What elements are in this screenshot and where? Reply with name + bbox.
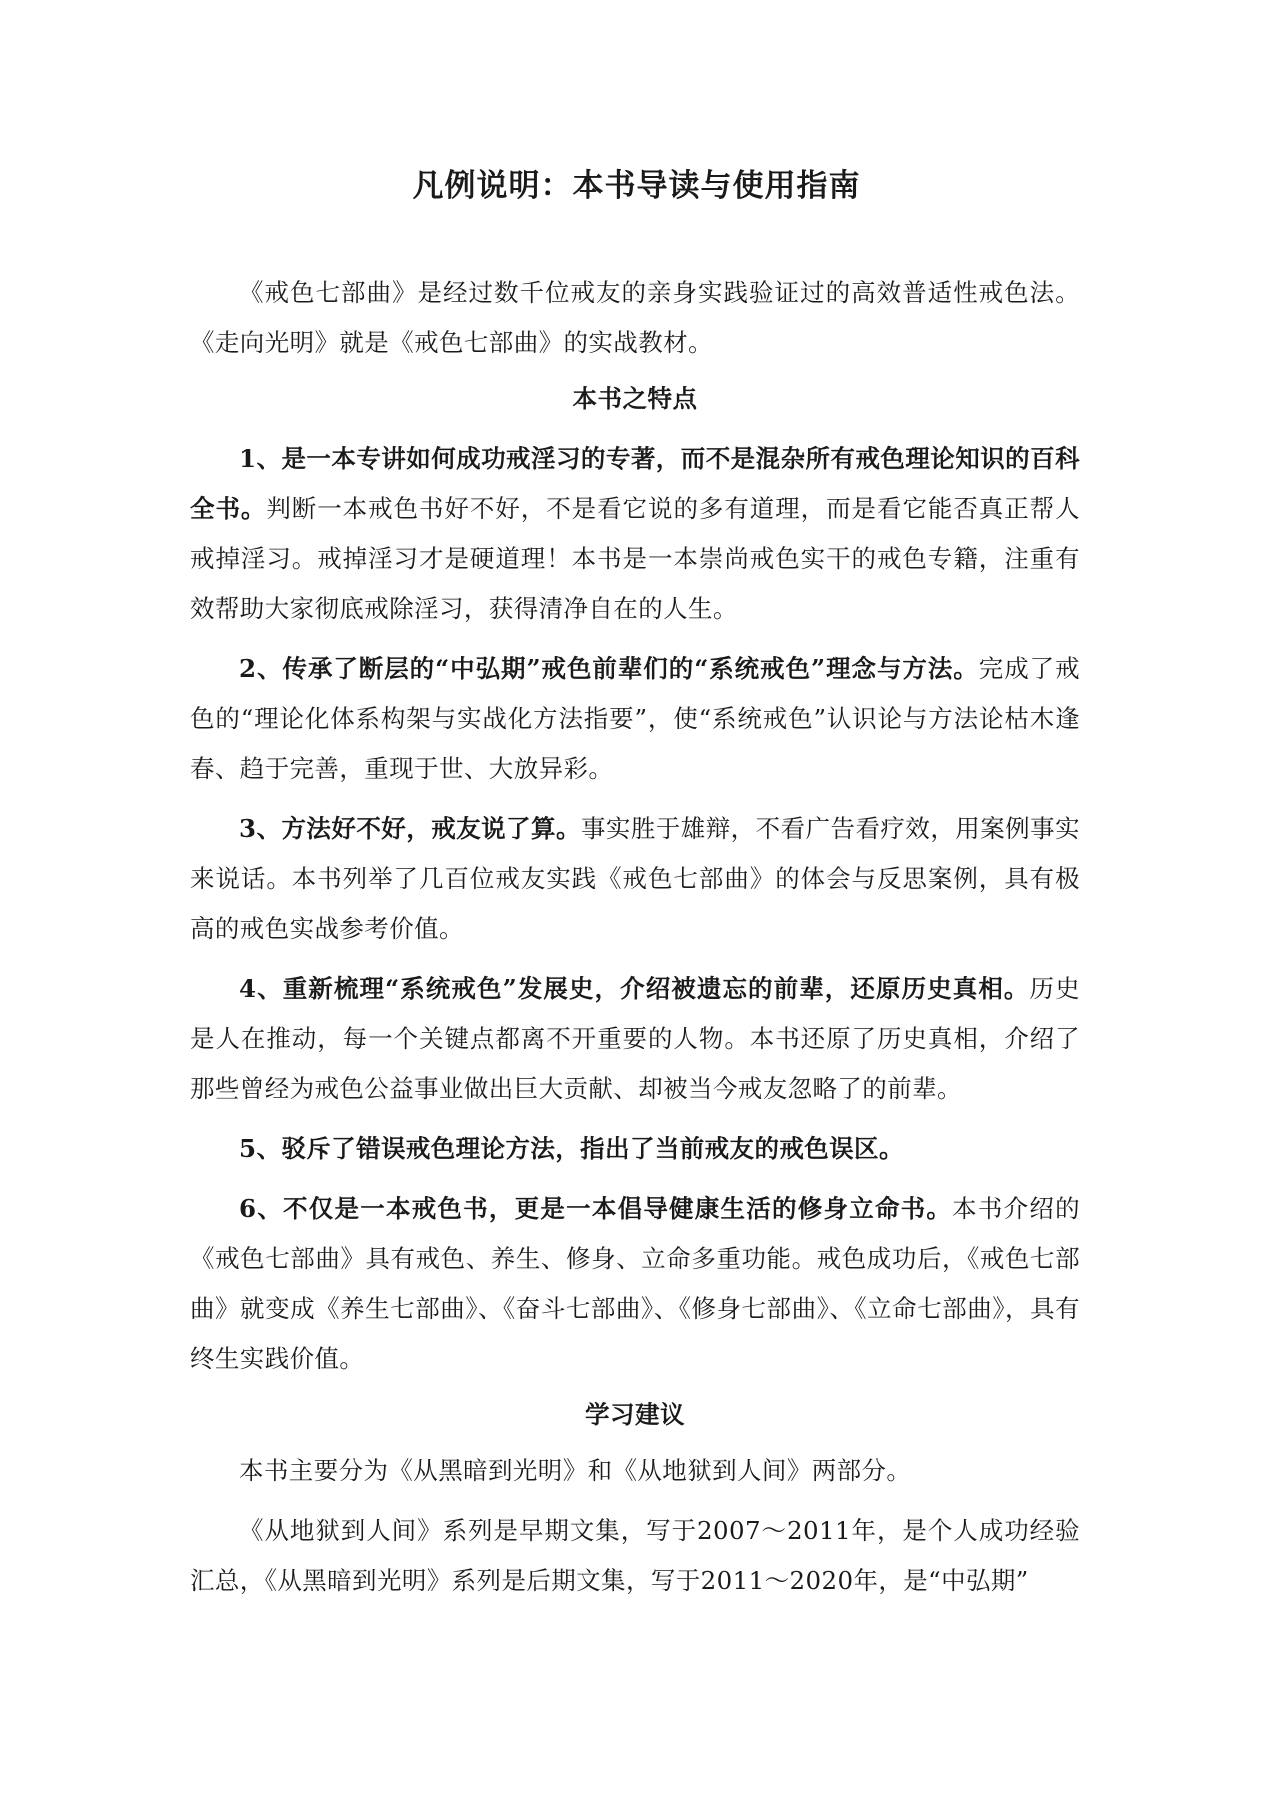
feature-text: 判断一本戒色书好不好，不是看它说的多有道理，而是看它能否真正帮人戒掉淫习。戒掉淫习才是硬道理！本书是一本崇尚戒色实干的戒色专籍，注重有效帮助大家彻底戒除淫习，获得清净自在的人生。 [190,494,1081,623]
feature-lead: 6、不仅是一本戒色书，更是一本倡导健康生活的修身立命书。 [239,1194,953,1223]
intro-paragraph: 《戒色七部曲》是经过数千位戒友的亲身实践验证过的高效普适性戒色法。《走向光明》就是《戒色七部曲》的实战教材。 [190,278,1080,357]
feature-paragraph-1 [190,434,1080,634]
feature-paragraph-5 [190,1124,1080,1174]
features-heading: 本书之特点 [572,384,698,413]
feature-paragraph-3 [190,804,1080,954]
feature-text: 本书介绍的《戒色七部曲》具有戒色、养生、修身、立命多重功能。戒色成功后，《戒色七部曲》就变成《养生七部曲》、《奋斗七部曲》、《修身七部曲》、《立命七部曲》，具有终生实践价值。 [190,1194,1080,1373]
study-paragraph-2: 《从地狱到人间》系列是早期文集，写于2007～2011年，是个人成功经验汇总，《从黑暗到光明》系列是后期文集，写于2011～2020年，是“中弘期” [190,1516,1080,1595]
feature-lead: 2、传承了断层的“中弘期”戒色前辈们的“系统戒色”理念与方法。 [239,654,979,683]
feature-lead: 4、重新梳理“系统戒色”发展史，介绍被遗忘的前辈，还原历史真相。 [239,974,1030,1003]
feature-text: 事实胜于雄辩，不看广告看疗效，用案例事实来说话。本书列举了几百位戒友实践《戒色七部曲》的体会与反思案例，具有极高的戒色实战参考价值。 [190,814,1080,943]
feature-paragraph-2 [190,644,1080,794]
feature-text: 完成了戒色的“理论化体系构架与实战化方法指要”，使“系统戒色”认识论与方法论枯木逢春、趋于完善，重现于世、大放异彩。 [190,654,1080,783]
feature-text: 历史是人在推动，每一个关键点都离不开重要的人物。本书还原了历史真相，介绍了那些曾经为戒色公益事业做出巨大贡献、却被当今戒友忽略了的前辈。 [190,974,1080,1103]
feature-paragraph-4 [190,964,1080,1114]
study-heading: 学习建议 [585,1400,685,1429]
page-title: 凡例说明：本书导读与使用指南 [412,168,861,204]
feature-paragraph-6 [190,1184,1080,1384]
feature-lead: 3、方法好不好，戒友说了算。 [239,814,581,843]
feature-lead: 5、驳斥了错误戒色理论方法，指出了当前戒友的戒色误区。 [239,1134,904,1163]
study-paragraph-1: 本书主要分为《从黑暗到光明》和《从地狱到人间》两部分。 [239,1456,912,1485]
document-body [190,268,1080,1606]
feature-lead: 1、是一本专讲如何成功戒淫习的专著，而不是混杂所有戒色理论知识的百科全书。 [190,444,1080,523]
